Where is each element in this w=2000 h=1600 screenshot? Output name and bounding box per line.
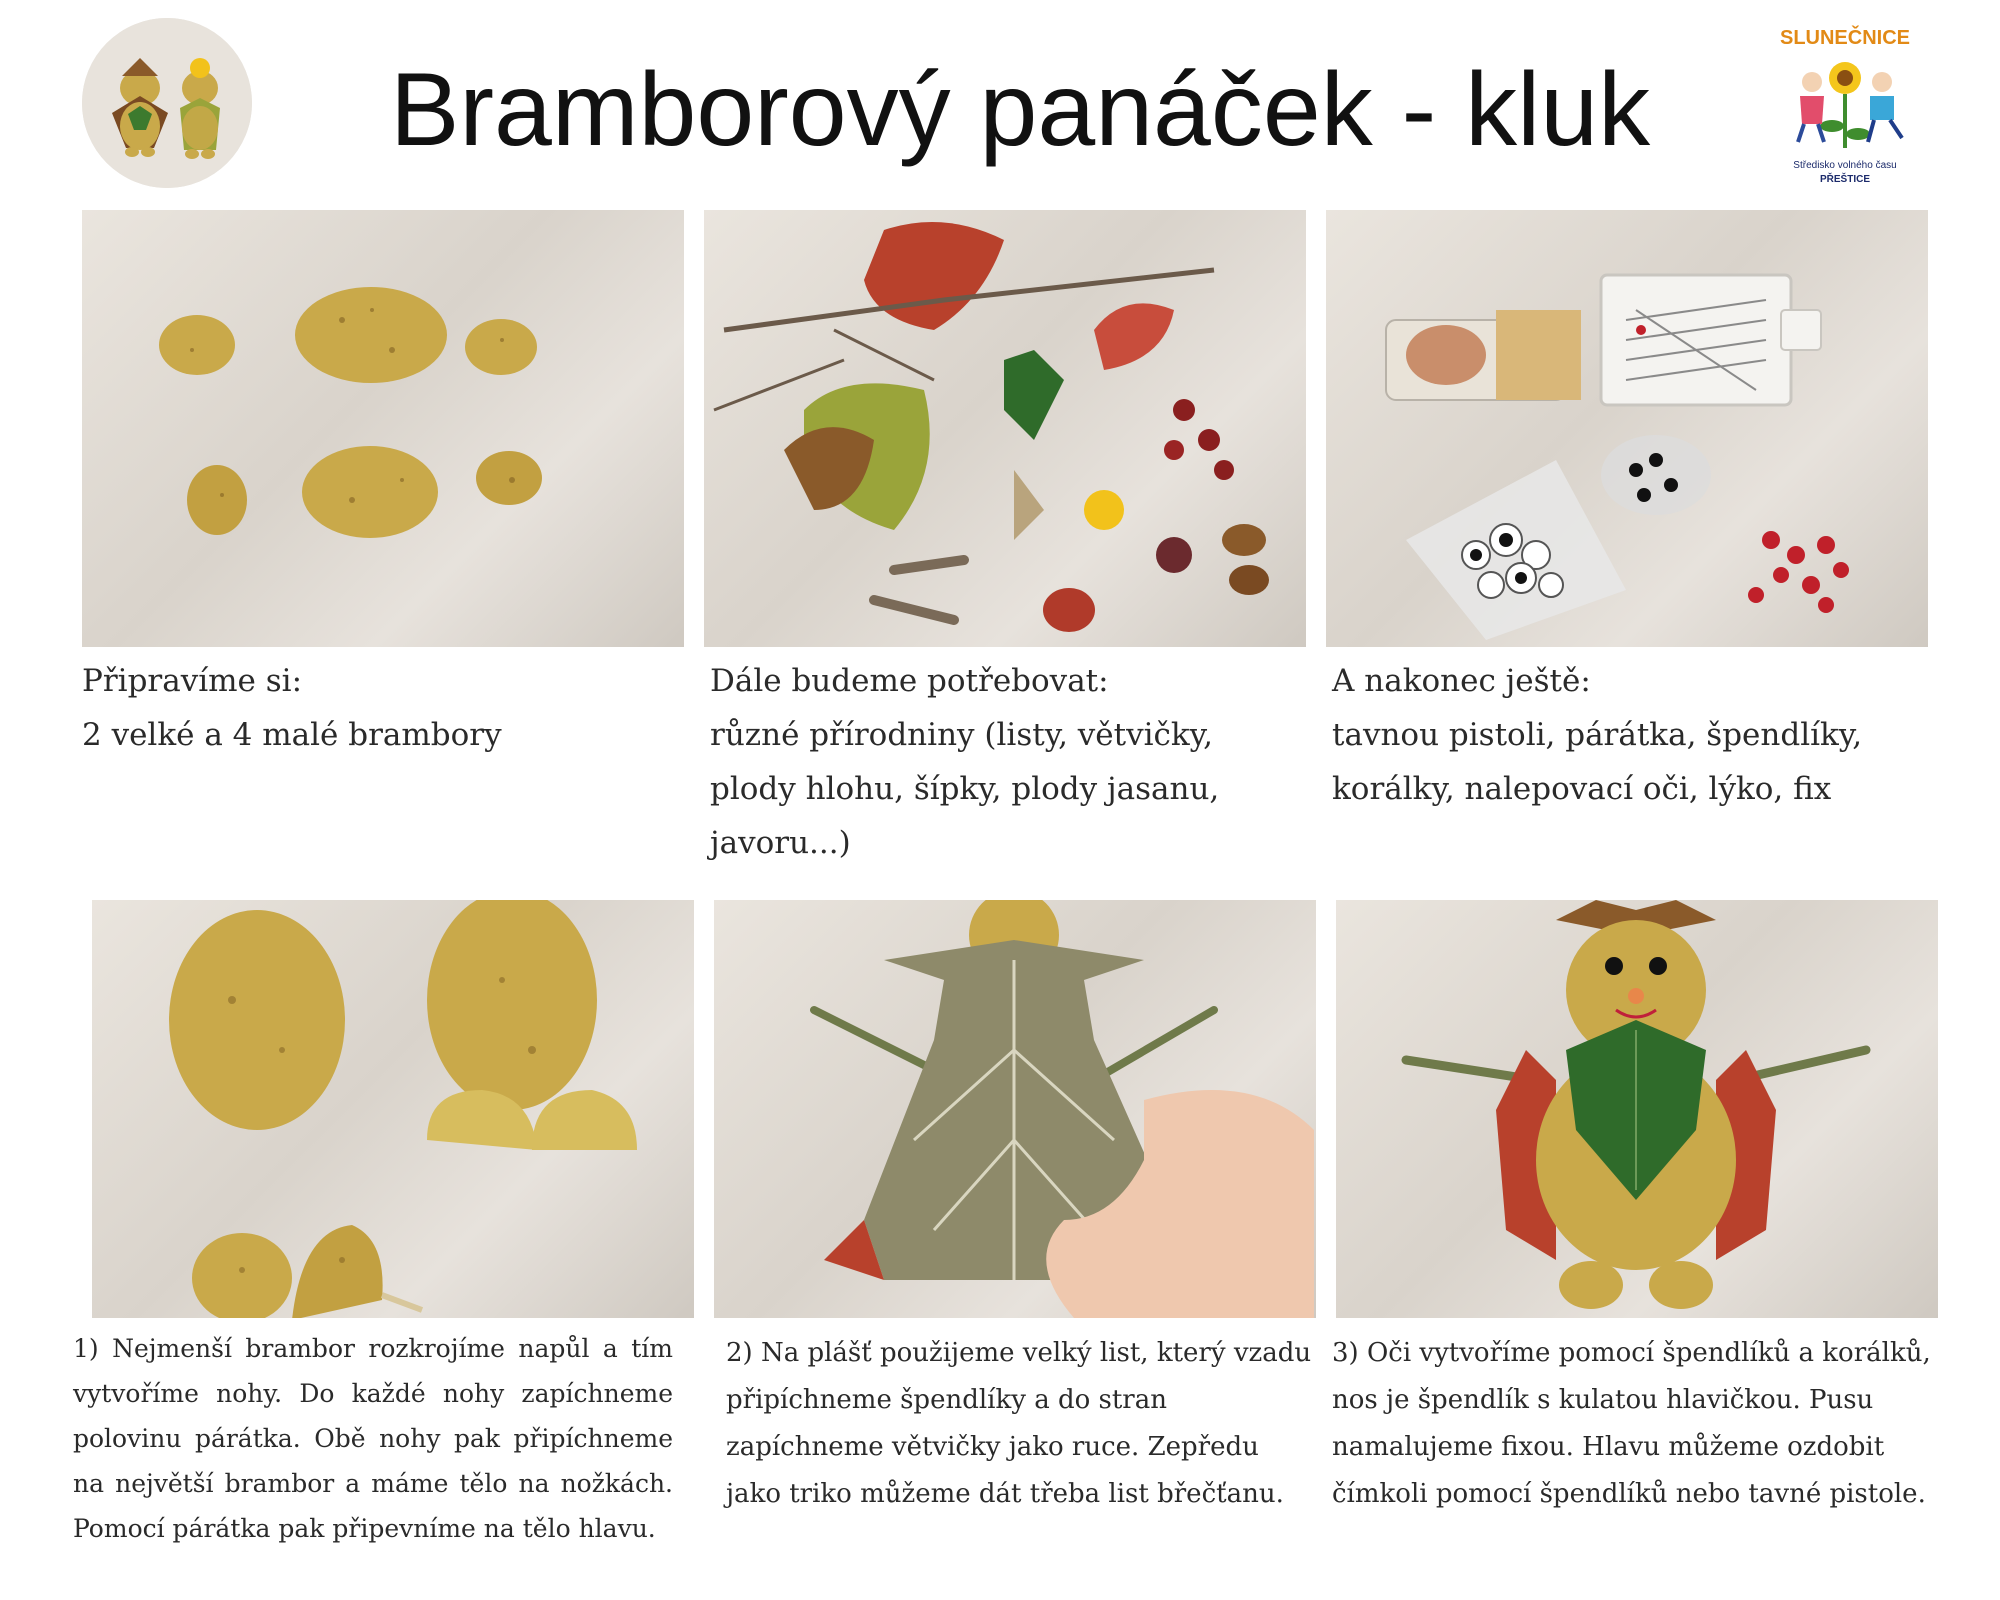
potato-figures-illustration — [82, 18, 252, 188]
materials-line: javoru...) — [710, 825, 851, 861]
logo-name: SLUNEČNICE — [1779, 27, 1911, 49]
materials-line: 2 velké a 4 malé brambory — [82, 717, 502, 753]
sunflower-children-logo-icon — [1760, 16, 1930, 196]
materials-heading: A nakonec ještě: — [1332, 663, 1591, 699]
materials-line: plody hlohu, šípky, plody jasanu, — [710, 771, 1220, 807]
finished-potato-boy-illustration — [1336, 900, 1938, 1318]
materials-heading: Připravíme si: — [82, 663, 303, 699]
materials-caption-potatoes — [82, 654, 684, 762]
potato-figures-avatar — [82, 18, 252, 188]
step1-photo — [92, 900, 694, 1318]
potatoes-photo — [82, 210, 684, 647]
step1-text: 1) Nejmenší brambor rozkrojíme napůl a tím vytvoříme nohy. Do každé nohy zapíchneme polovinu párátka. Obě nohy pak připíchneme na největší brambor a máme tělo na nožkách. Pomocí párátka pak připevníme na tělo hlavu. — [73, 1334, 673, 1543]
slunecnice-logo — [1760, 16, 1930, 196]
materials-line: různé přírodniny (listy, větvičky, — [710, 717, 1213, 753]
materials-line: tavnou pistoli, párátka, špendlíky, — [1332, 717, 1863, 753]
materials-caption-tools — [1332, 654, 1952, 816]
tools-photo — [1326, 210, 1928, 647]
step3-text: 3) Oči vytvoříme pomocí špendlíků a korálků, nos je špendlík s kulatou hlavičkou. Pusu namalujeme fixou. Hlavu můžeme ozdobit čímkoli pomocí špendlíků nebo tavné pistole. — [1332, 1338, 1931, 1509]
materials-caption-nature — [710, 654, 1310, 870]
logo-subtitle-line2: PŘEŠTICE — [1819, 174, 1871, 185]
potato-legs-illustration — [92, 900, 694, 1318]
page-title: Bramborový panáček - kluk — [390, 52, 1651, 168]
leaf-cloak-illustration — [714, 900, 1316, 1318]
step2-photo — [714, 900, 1316, 1318]
pins-eyes-beads-illustration — [1326, 210, 1928, 647]
step2-text: 2) Na plášť použijeme velký list, který vzadu připíchneme špendlíky a do stran zapíchneme větvičky jako ruce. Zepředu jako triko můžeme dát třeba list břečťanu. — [726, 1338, 1312, 1509]
step3-photo — [1336, 900, 1938, 1318]
materials-heading: Dále budeme potřebovat: — [710, 663, 1109, 699]
leaves-and-berries-illustration — [704, 210, 1306, 647]
potatoes-illustration — [82, 210, 684, 647]
materials-line: korálky, nalepovací oči, lýko, fix — [1332, 771, 1832, 807]
natural-materials-photo — [704, 210, 1306, 647]
logo-subtitle-line1: Středisko volného času — [1793, 160, 1897, 171]
